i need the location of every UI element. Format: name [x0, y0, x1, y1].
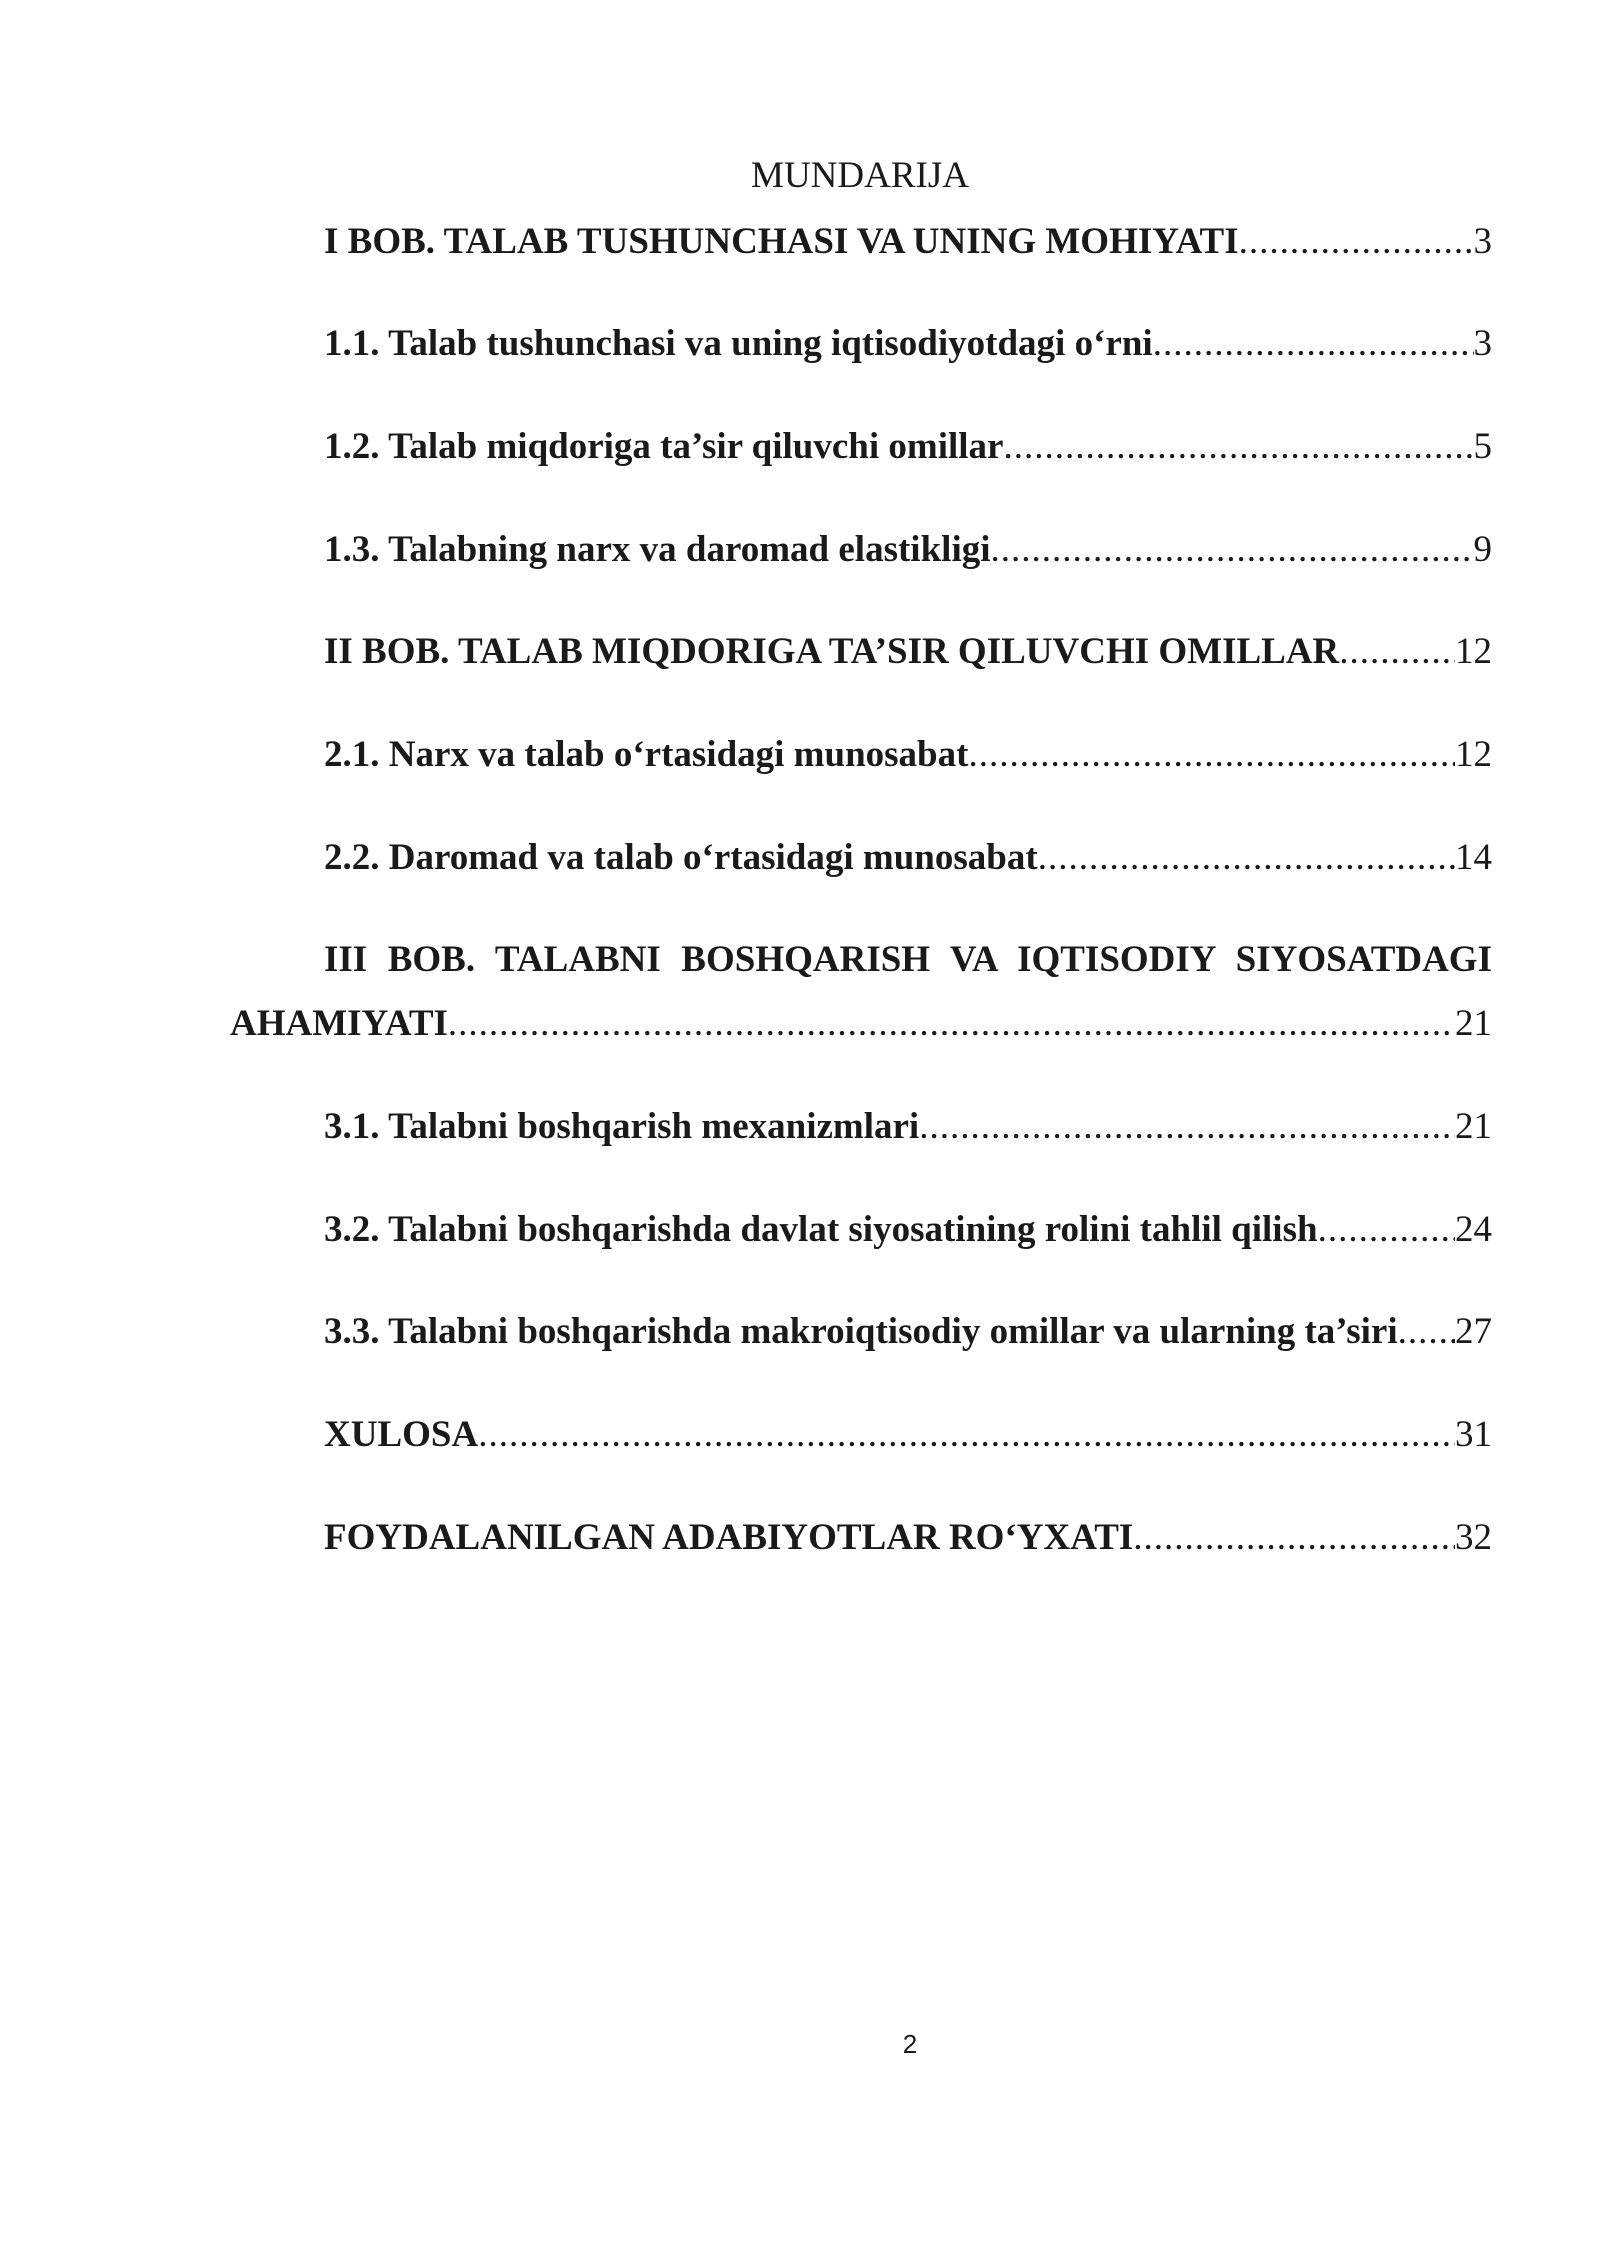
toc-entry-chapter-3[interactable] — [230, 936, 1492, 1048]
toc-entry-page: 21 — [1455, 1106, 1492, 1147]
toc-entry-chapter-1[interactable] — [324, 218, 1492, 266]
toc-entry-2-1[interactable] — [324, 731, 1492, 779]
toc-entry-label: 2.2. Daromad va talab o‘rtasidagi munosabat — [324, 837, 1038, 878]
toc-entry-page: 12 — [1455, 734, 1492, 775]
toc-leader-dots — [478, 1411, 1455, 1459]
toc-entry-label: 1.3. Talabning narx va daromad elastikligi — [324, 529, 991, 570]
page-number: 2 — [902, 2029, 918, 2059]
toc-entry-1-3[interactable] — [324, 526, 1492, 574]
toc-entry-label: XULOSA — [324, 1414, 479, 1455]
toc-entry-label: II BOB. TALAB MIQDORIGA TA’SIR QILUVCHI OMILLAR — [324, 631, 1340, 672]
toc-entry-label: 3.1. Talabni boshqarish mexanizmlari — [324, 1106, 920, 1147]
toc-leader-dots — [1398, 1308, 1455, 1356]
toc-leader-dots — [1239, 218, 1474, 266]
toc-entry-3-3[interactable] — [324, 1308, 1492, 1356]
toc-leader-dots — [448, 1000, 1455, 1048]
toc-leader-dots — [1038, 834, 1455, 882]
toc-entry-page: 3 — [1473, 323, 1492, 364]
toc-entry-bibliography[interactable] — [324, 1514, 1492, 1562]
toc-entry-1-1[interactable] — [324, 320, 1492, 368]
toc-entry-label: 1.2. Talab miqdoriga ta’sir qiluvchi omillar — [324, 426, 1004, 467]
toc-leader-dots — [919, 1103, 1455, 1151]
toc-entry-label: FOYDALANILGAN ADABIYOTLAR RO‘YXATI — [324, 1517, 1134, 1558]
toc-title: MUNDARIJA — [751, 155, 969, 196]
toc-leader-dots — [1003, 423, 1473, 471]
toc-entry-page: 31 — [1455, 1414, 1492, 1455]
toc-entry-line2 — [230, 1000, 1492, 1048]
toc-leader-dots — [991, 526, 1474, 574]
toc-entry-label-line2: AHAMIYATI — [230, 1003, 448, 1044]
toc-entry-label: 3.2. Talabni boshqarishda davlat siyosatining rolini tahlil qilish — [324, 1209, 1318, 1250]
toc-entry-conclusion[interactable] — [324, 1411, 1492, 1459]
toc-entry-page: 24 — [1455, 1209, 1492, 1250]
toc-entry-1-2[interactable] — [324, 423, 1492, 471]
toc-entry-page: 21 — [1455, 1003, 1492, 1044]
toc-entry-3-2[interactable] — [324, 1206, 1492, 1254]
toc-entry-page: 3 — [1473, 221, 1492, 262]
toc-entry-page: 9 — [1473, 529, 1492, 570]
toc-entry-label: 1.1. Talab tushunchasi va uning iqtisodiyotdagi o‘rni — [324, 323, 1153, 364]
toc-entry-label: 2.1. Narx va talab o‘rtasidagi munosabat — [324, 734, 969, 775]
toc-entry-3-1[interactable] — [324, 1103, 1492, 1151]
toc-leader-dots — [1318, 1206, 1455, 1254]
toc-entry-page: 12 — [1455, 631, 1492, 672]
toc-entry-label: 3.3. Talabni boshqarishda makroiqtisodiy omillar va ularning ta’siri — [324, 1311, 1398, 1352]
toc-entry-page: 27 — [1455, 1311, 1492, 1352]
toc-entry-page: 14 — [1455, 837, 1492, 878]
toc-entry-label: I BOB. TALAB TUSHUNCHASI VA UNING MOHIYATI — [324, 221, 1239, 262]
toc-leader-dots — [1153, 320, 1474, 368]
toc-entry-2-2[interactable] — [324, 834, 1492, 882]
toc-entry-page: 5 — [1473, 426, 1492, 467]
toc-entry-chapter-2[interactable] — [324, 628, 1492, 676]
toc-leader-dots — [1339, 628, 1455, 676]
toc-entry-page: 32 — [1455, 1517, 1492, 1558]
toc-leader-dots — [1133, 1514, 1455, 1562]
toc-leader-dots — [968, 731, 1455, 779]
toc-entry-label-line1: III BOB. TALABNI BOSHQARISH VA IQTISODIY SIYOSATDAGI — [324, 939, 1492, 980]
